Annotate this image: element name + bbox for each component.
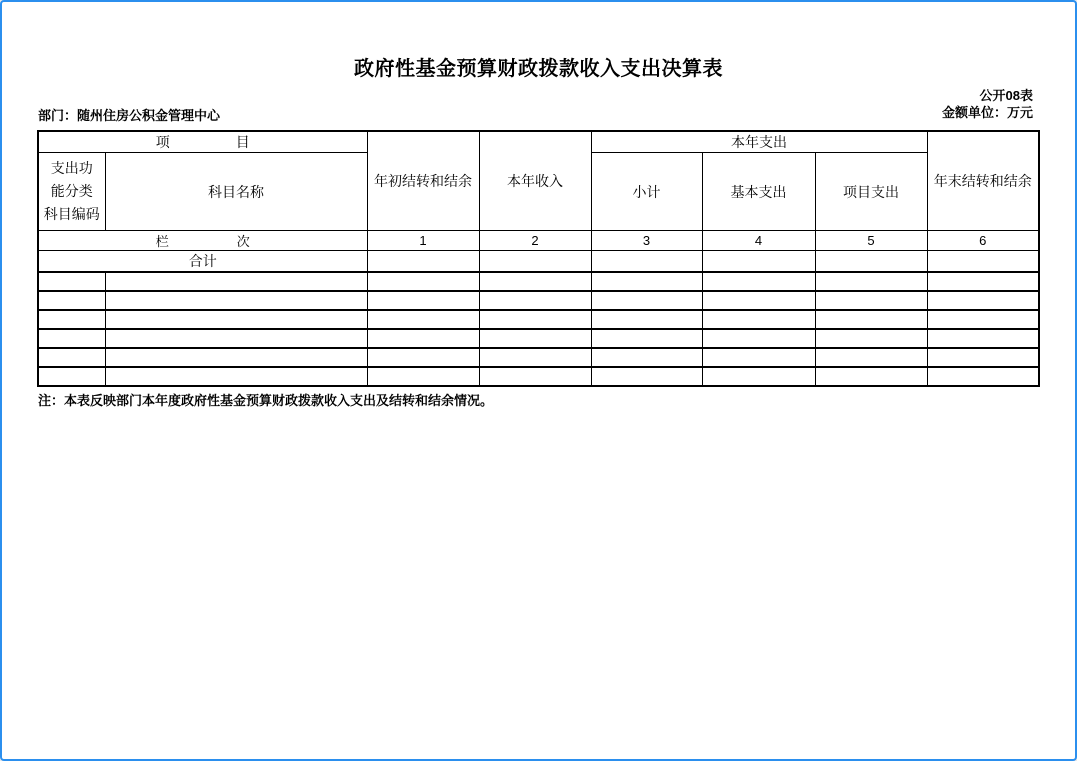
table-row: [38, 329, 1039, 348]
table-row: [38, 131, 1039, 153]
value-cell: [927, 329, 1039, 348]
value-cell: [367, 329, 479, 348]
value-cell: [927, 272, 1039, 291]
value-cell: [479, 272, 591, 291]
value-cell: [815, 329, 927, 348]
subject-cell: [105, 310, 367, 329]
value-cell: [591, 272, 702, 291]
column-index-char-right: 次: [236, 234, 250, 249]
value-cell: [591, 291, 702, 310]
code-cell: [38, 348, 105, 367]
total-value-cell: [367, 251, 479, 273]
column-index-cell: 1: [367, 231, 479, 251]
current-income-header: 本年收入: [479, 131, 591, 231]
table-row: [38, 310, 1039, 329]
column-index-cell: 3: [591, 231, 702, 251]
value-cell: [815, 272, 927, 291]
unit-label: 金额单位：万元: [941, 105, 1033, 120]
value-cell: [702, 367, 815, 386]
basic-expenditure-header: 基本支出: [702, 153, 815, 231]
table-row: [38, 367, 1039, 386]
value-cell: [479, 329, 591, 348]
subject-cell: [105, 291, 367, 310]
value-cell: [367, 310, 479, 329]
subject-cell: [105, 272, 367, 291]
column-index-cell: 5: [815, 231, 927, 251]
total-label: 合计: [38, 251, 367, 273]
value-cell: [367, 272, 479, 291]
subject-cell: [105, 329, 367, 348]
table-row: [38, 272, 1039, 291]
value-cell: [927, 367, 1039, 386]
code-cell: [38, 310, 105, 329]
function-code-line-3: 科目编码: [43, 206, 100, 222]
total-value-cell: [927, 251, 1039, 273]
value-cell: [479, 291, 591, 310]
value-cell: [591, 310, 702, 329]
value-cell: [927, 348, 1039, 367]
value-cell: [702, 329, 815, 348]
column-index-cell: 6: [927, 231, 1039, 251]
opening-balance-header: 年初结转和结余: [367, 131, 479, 231]
page-title: 政府性基金预算财政拨款收入支出决算表: [354, 58, 723, 80]
value-cell: [591, 329, 702, 348]
function-code-header: [38, 153, 105, 231]
closing-balance-header: 年末结转和结余: [927, 131, 1039, 231]
column-index-label: [38, 231, 367, 251]
code-cell: [38, 329, 105, 348]
table-meta: [942, 87, 1033, 121]
value-cell: [702, 272, 815, 291]
column-index-cell: 4: [702, 231, 815, 251]
value-cell: [591, 348, 702, 367]
value-cell: [702, 310, 815, 329]
value-cell: [702, 348, 815, 367]
total-value-cell: [702, 251, 815, 273]
code-cell: [38, 291, 105, 310]
function-code-line-1: 支出功: [50, 160, 93, 176]
project-group-char-left: 项: [155, 134, 170, 150]
value-cell: [815, 367, 927, 386]
project-expenditure-header: 项目支出: [815, 153, 927, 231]
code-cell: [38, 367, 105, 386]
value-cell: [927, 310, 1039, 329]
subject-cell: [105, 348, 367, 367]
column-index-char-left: 栏: [155, 234, 169, 249]
value-cell: [702, 291, 815, 310]
table-row: [38, 291, 1039, 310]
value-cell: [367, 291, 479, 310]
table-code-label: 公开08表: [979, 88, 1033, 103]
project-group-header: [38, 131, 367, 153]
footnote: 注：本表反映部门本年度政府性基金预算财政拨款收入支出及结转和结余情况。: [38, 393, 494, 408]
value-cell: [367, 367, 479, 386]
value-cell: [367, 348, 479, 367]
value-cell: [479, 348, 591, 367]
function-code-line-2: 能分类: [50, 183, 93, 199]
project-group-char-right: 目: [235, 134, 250, 150]
department-label: 部门：随州住房公积金管理中心: [38, 108, 221, 123]
current-expenditure-group-header: 本年支出: [591, 131, 927, 153]
total-value-cell: [815, 251, 927, 273]
total-value-cell: [479, 251, 591, 273]
value-cell: [479, 310, 591, 329]
budget-table: [37, 130, 1040, 387]
value-cell: [479, 367, 591, 386]
column-index-cell: 2: [479, 231, 591, 251]
table-row: [38, 348, 1039, 367]
total-value-cell: [591, 251, 702, 273]
total-row: [38, 251, 1039, 273]
value-cell: [815, 310, 927, 329]
column-index-row: [38, 231, 1039, 251]
value-cell: [815, 348, 927, 367]
code-cell: [38, 272, 105, 291]
expenditure-subtotal-header: 小计: [591, 153, 702, 231]
value-cell: [927, 291, 1039, 310]
subject-name-header: 科目名称: [105, 153, 367, 231]
subject-cell: [105, 367, 367, 386]
value-cell: [815, 291, 927, 310]
value-cell: [591, 367, 702, 386]
